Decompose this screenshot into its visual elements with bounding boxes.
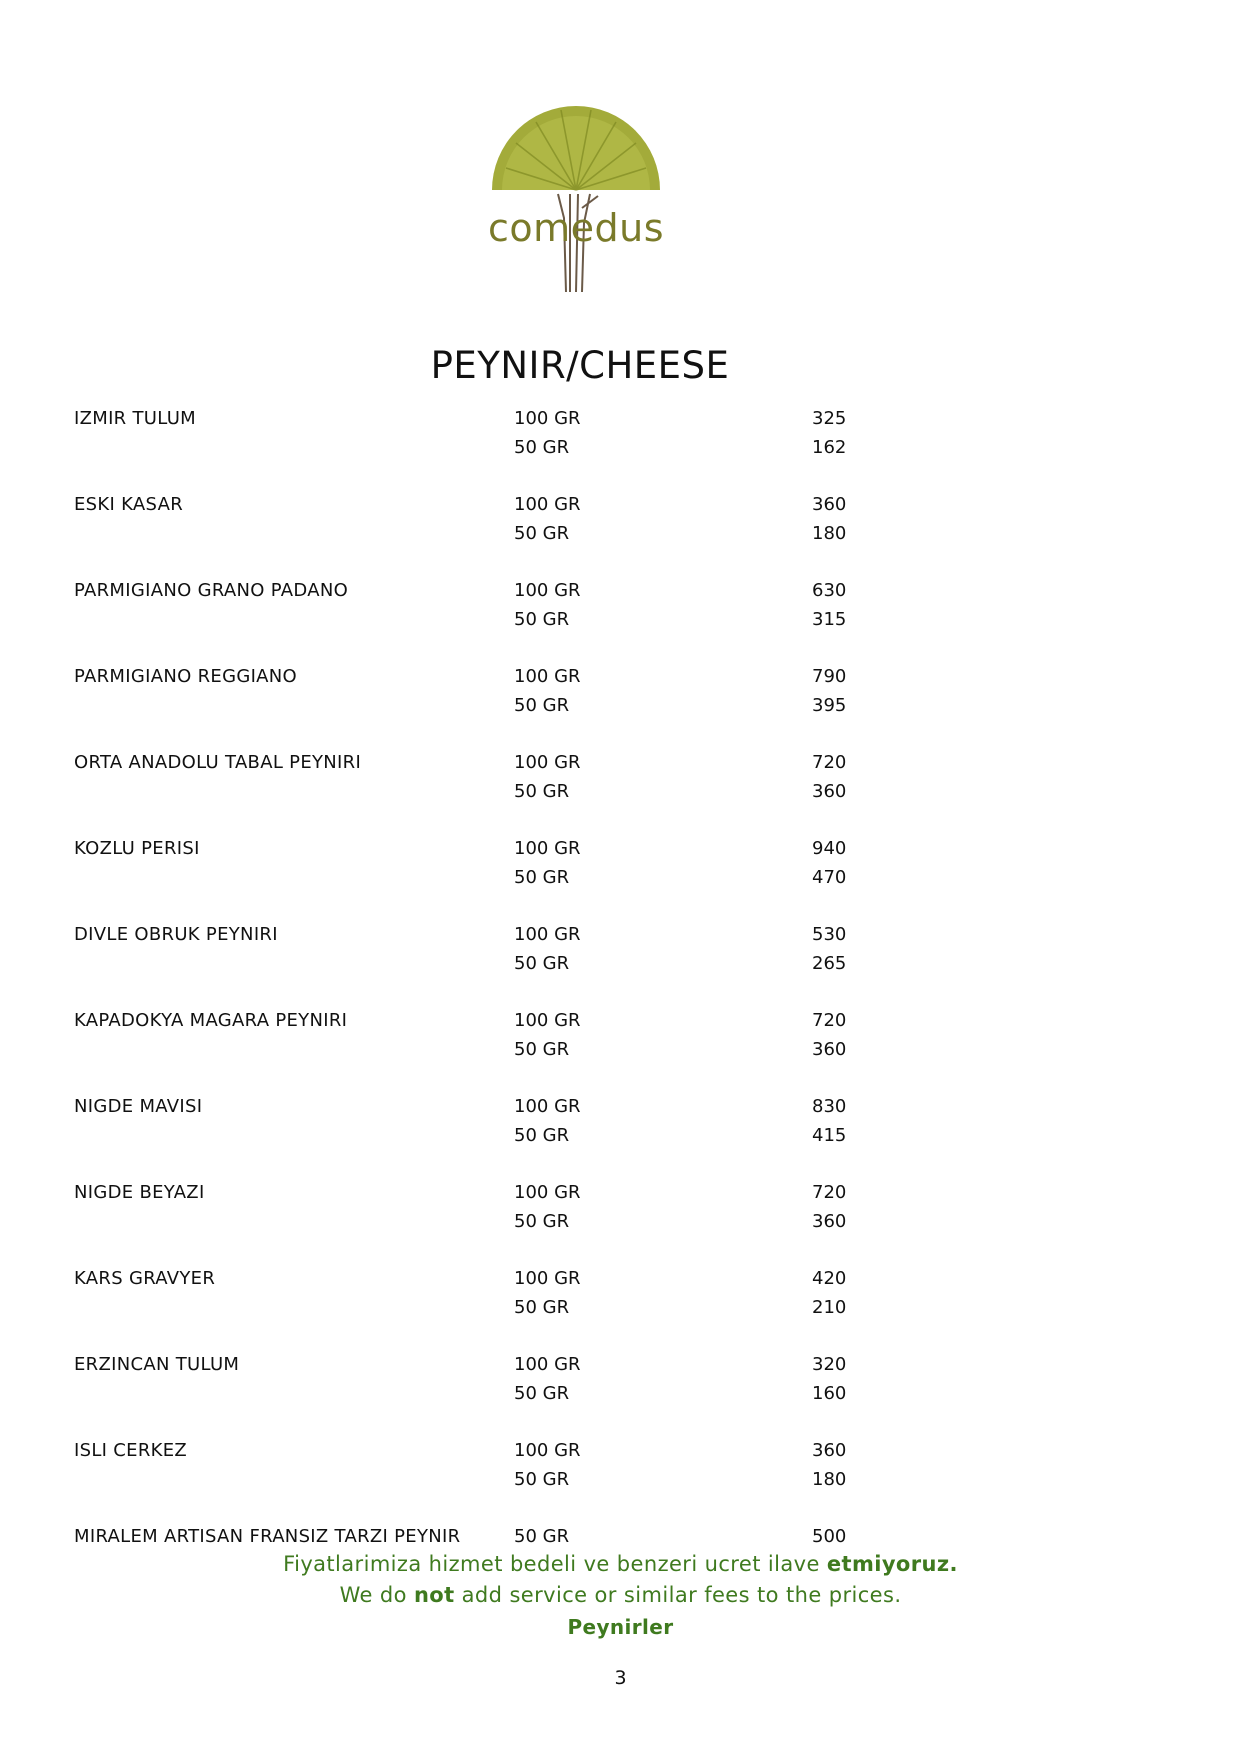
cheese-name: KARS GRAVYER — [74, 1268, 216, 1289]
menu-item-row — [74, 1437, 974, 1465]
menu-item — [74, 1179, 974, 1265]
portion-size: 50 GR — [514, 953, 570, 974]
portion-size: 50 GR — [514, 1125, 570, 1146]
menu-item — [74, 405, 974, 491]
menu-item-row — [74, 577, 974, 605]
cheese-name: ISLI CERKEZ — [74, 1440, 188, 1461]
menu-item — [74, 1437, 974, 1523]
price: 325 — [812, 408, 847, 429]
cheese-name: KAPADOKYA MAGARA PEYNIRI — [74, 1010, 348, 1031]
menu-item-row — [74, 692, 974, 720]
page-number: 3 — [614, 1667, 627, 1689]
portion-size: 50 GR — [514, 437, 570, 458]
price: 360 — [812, 1211, 847, 1232]
portion-size: 50 GR — [514, 1383, 570, 1404]
menu-item-row — [74, 405, 974, 433]
price: 630 — [812, 580, 847, 601]
menu-item-row — [74, 520, 974, 548]
menu-item — [74, 1093, 974, 1179]
price: 320 — [812, 1354, 847, 1375]
menu-item-row — [74, 491, 974, 519]
price: 160 — [812, 1383, 847, 1404]
portion-size: 100 GR — [514, 1182, 581, 1203]
menu-item-row — [74, 921, 974, 949]
menu-item-row — [74, 434, 974, 462]
cheese-name: DIVLE OBRUK PEYNIRI — [74, 924, 278, 945]
menu-item-row — [74, 1351, 974, 1379]
price: 720 — [812, 752, 847, 773]
price: 265 — [812, 953, 847, 974]
price: 940 — [812, 838, 847, 859]
section-label: Peynirler — [567, 1615, 674, 1639]
menu-item-row — [74, 1122, 974, 1150]
comedus-logo — [486, 98, 666, 294]
menu-item — [74, 1351, 974, 1437]
menu-item-row — [74, 778, 974, 806]
cheese-name: IZMIR TULUM — [74, 408, 197, 429]
portion-size: 100 GR — [514, 1010, 581, 1031]
menu-item-row — [74, 663, 974, 691]
footer-line1-bold: etmiyoruz. — [826, 1552, 958, 1576]
cheese-name: MIRALEM ARTISAN FRANSIZ TARZI PEYNIR — [74, 1526, 461, 1547]
price: 162 — [812, 437, 847, 458]
footer-line2-text: We do — [339, 1583, 414, 1607]
price: 420 — [812, 1268, 847, 1289]
menu-item — [74, 577, 974, 663]
portion-size: 100 GR — [514, 494, 581, 515]
menu-item-row — [74, 864, 974, 892]
cheese-name: ESKI KASAR — [74, 494, 184, 515]
portion-size: 100 GR — [514, 838, 581, 859]
menu-item — [74, 663, 974, 749]
portion-size: 50 GR — [514, 1469, 570, 1490]
menu-list — [74, 405, 974, 1609]
portion-size: 100 GR — [514, 1096, 581, 1117]
price: 470 — [812, 867, 847, 888]
brand-name: comedus — [488, 206, 665, 250]
menu-item — [74, 491, 974, 577]
menu-item — [74, 1007, 974, 1093]
footer-line2-rest: add service or similar fees to the prices. — [454, 1583, 902, 1607]
price: 830 — [812, 1096, 847, 1117]
portion-size: 100 GR — [514, 752, 581, 773]
portion-size: 50 GR — [514, 1211, 570, 1232]
price: 360 — [812, 1039, 847, 1060]
menu-item-row — [74, 950, 974, 978]
menu-item — [74, 921, 974, 1007]
cheese-name: KOZLU PERISI — [74, 838, 200, 859]
cheese-name: ORTA ANADOLU TABAL PEYNIRI — [74, 752, 362, 773]
cheese-name: ERZINCAN TULUM — [74, 1354, 240, 1375]
price: 210 — [812, 1297, 847, 1318]
portion-size: 50 GR — [514, 781, 570, 802]
portion-size: 100 GR — [514, 1354, 581, 1375]
price: 180 — [812, 523, 847, 544]
price: 315 — [812, 609, 847, 630]
price: 395 — [812, 695, 847, 716]
menu-item-row — [74, 1179, 974, 1207]
price: 500 — [812, 1526, 847, 1547]
price: 180 — [812, 1469, 847, 1490]
portion-size: 50 GR — [514, 867, 570, 888]
price: 415 — [812, 1125, 847, 1146]
portion-size: 50 GR — [514, 609, 570, 630]
menu-item-row — [74, 1294, 974, 1322]
footer-line1-text: Fiyatlarimiza hizmet bedeli ve benzeri ucret ilave — [283, 1552, 827, 1576]
cheese-name: NIGDE BEYAZI — [74, 1182, 205, 1203]
portion-size: 100 GR — [514, 666, 581, 687]
portion-size: 100 GR — [514, 580, 581, 601]
footer-turkish-note — [0, 1552, 1241, 1576]
footer-english-note — [0, 1583, 1241, 1607]
portion-size: 50 GR — [514, 695, 570, 716]
footer-line2-bold: not — [413, 1583, 455, 1607]
menu-item-row — [74, 835, 974, 863]
price: 790 — [812, 666, 847, 687]
page-title: PEYNIR/CHEESE — [430, 344, 730, 387]
portion-size: 100 GR — [514, 1268, 581, 1289]
menu-item — [74, 1265, 974, 1351]
cheese-name: PARMIGIANO REGGIANO — [74, 666, 298, 687]
menu-item-row — [74, 1466, 974, 1494]
price: 720 — [812, 1010, 847, 1031]
price: 360 — [812, 494, 847, 515]
menu-item-row — [74, 749, 974, 777]
portion-size: 100 GR — [514, 408, 581, 429]
menu-item-row — [74, 1523, 974, 1551]
cheese-name: NIGDE MAVISI — [74, 1096, 203, 1117]
menu-item-row — [74, 1265, 974, 1293]
menu-item-row — [74, 1007, 974, 1035]
price: 360 — [812, 781, 847, 802]
price: 720 — [812, 1182, 847, 1203]
price: 530 — [812, 924, 847, 945]
menu-item-row — [74, 606, 974, 634]
tree-logo-icon — [486, 98, 666, 294]
portion-size: 50 GR — [514, 1039, 570, 1060]
cheese-name: PARMIGIANO GRANO PADANO — [74, 580, 349, 601]
portion-size: 100 GR — [514, 924, 581, 945]
menu-item-row — [74, 1036, 974, 1064]
portion-size: 50 GR — [514, 1297, 570, 1318]
price: 360 — [812, 1440, 847, 1461]
portion-size: 50 GR — [514, 523, 570, 544]
menu-item-row — [74, 1380, 974, 1408]
menu-item — [74, 749, 974, 835]
menu-item — [74, 835, 974, 921]
menu-item-row — [74, 1208, 974, 1236]
portion-size: 50 GR — [514, 1526, 570, 1547]
menu-item-row — [74, 1093, 974, 1121]
portion-size: 100 GR — [514, 1440, 581, 1461]
